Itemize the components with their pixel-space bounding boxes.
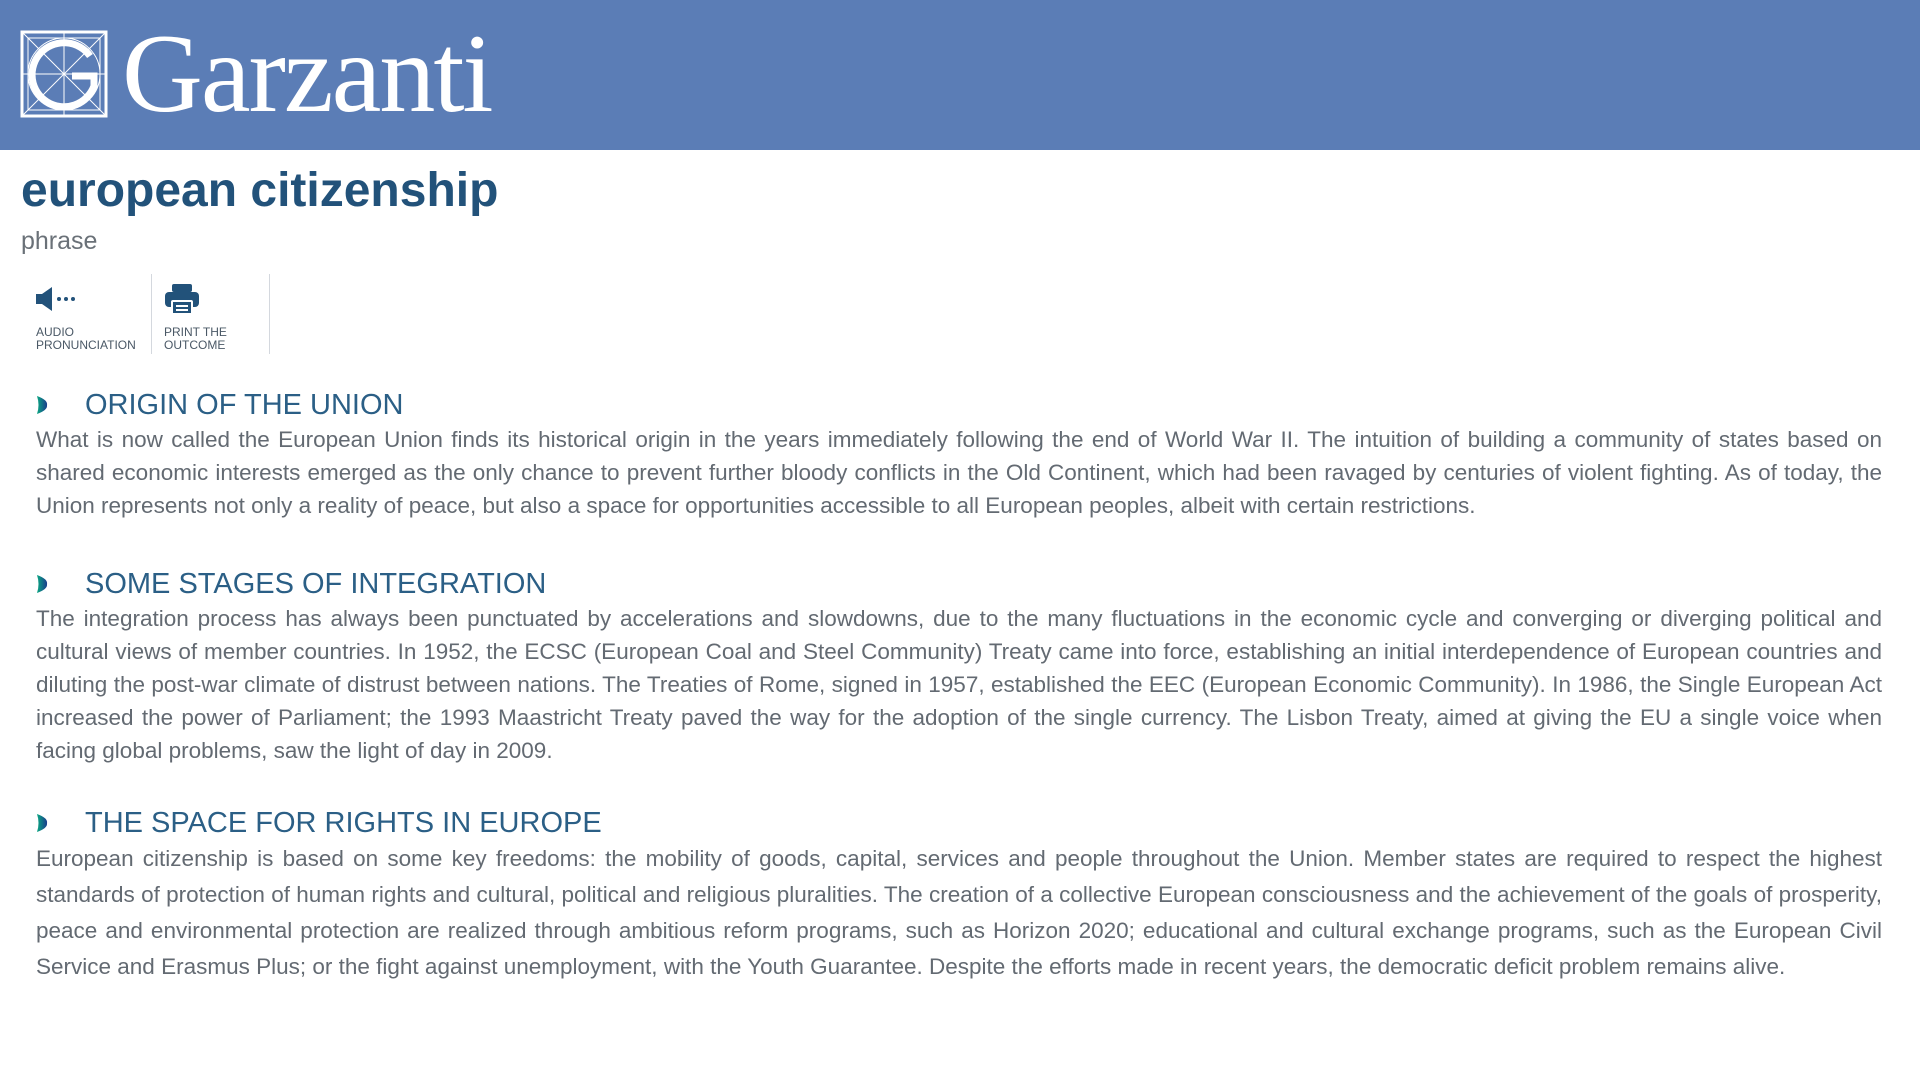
section-heading xyxy=(36,805,1882,841)
section-bullet-icon xyxy=(36,813,48,833)
section-origin-of-the-union xyxy=(36,387,1882,522)
header-bar xyxy=(0,0,1920,150)
section-title: SOME STAGES OF INTEGRATION xyxy=(85,568,547,600)
garzanti-monogram-icon xyxy=(20,30,108,118)
section-bullet-icon xyxy=(36,574,48,594)
section-the-space-for-rights-in-europe xyxy=(36,805,1882,985)
print-outcome-label: PRINT THE OUTCOME xyxy=(164,325,227,352)
audio-pronunciation-button[interactable] xyxy=(24,274,152,354)
section-body: European citizenship is based on some key freedoms: the mobility of goods, capital, services and people throughout the Union. Member states are required to respect the highest standards of protection of human rights and cultural, political and religious pluralities. The creation of a collective European consciousness and the achievement of the goals of prosperity, peace and environmental protection are realized through ambitious reform programs, such as Horizon 2020; educational and cultural exchange programs, such as the European Civil Service and Erasmus Plus; or the fight against unemployment, with the Youth Guarantee. Despite the efforts made in recent years, the democratic deficit problem remains alive. xyxy=(36,846,1882,979)
garzanti-logo[interactable] xyxy=(20,12,492,136)
print-outcome-button[interactable] xyxy=(152,274,270,354)
section-title: ORIGIN OF THE UNION xyxy=(85,389,404,421)
page-title: european citizenship xyxy=(21,164,499,217)
part-of-speech: phrase xyxy=(21,227,98,255)
entry-toolbar xyxy=(24,274,270,354)
section-body: The integration process has always been punctuated by accelerations and slowdowns, due to the many fluctuations in the economic cycle and converging or diverging political and cultural views of member countries. In 1952, the ECSC (European Coal and Steel Community) Treaty came into force, establishing an initial interdependence of European countries and diluting the post-war climate of distrust between nations. The Treaties of Rome, signed in 1957, established the EEC (European Economic Community). In 1986, the Single European Act increased the power of Parliament; the 1993 Maastricht Treaty paved the way for the adoption of the single currency. The Lisbon Treaty, aimed at giving the EU a single voice when facing global problems, saw the light of day in 2009. xyxy=(36,606,1882,763)
logo-wordmark: Garzanti xyxy=(122,12,492,136)
section-bullet-icon xyxy=(36,395,48,415)
printer-icon xyxy=(164,282,200,316)
audio-pronunciation-label: AUDIO PRONUNCIATION xyxy=(36,325,136,352)
section-some-stages-of-integration xyxy=(36,566,1882,767)
section-heading xyxy=(36,566,1882,602)
section-title: THE SPACE FOR RIGHTS IN EUROPE xyxy=(85,807,602,839)
speaker-icon xyxy=(36,282,80,316)
section-body: What is now called the European Union finds its historical origin in the years immediately following the end of World War II. The intuition of building a community of states based on shared economic interests emerged as the only chance to prevent further bloody conflicts in the Old Continent, which had been ravaged by centuries of violent fighting. As of today, the Union represents not only a reality of peace, but also a space for opportunities accessible to all European peoples, albeit with certain restrictions. xyxy=(36,427,1882,518)
section-heading xyxy=(36,387,1882,423)
